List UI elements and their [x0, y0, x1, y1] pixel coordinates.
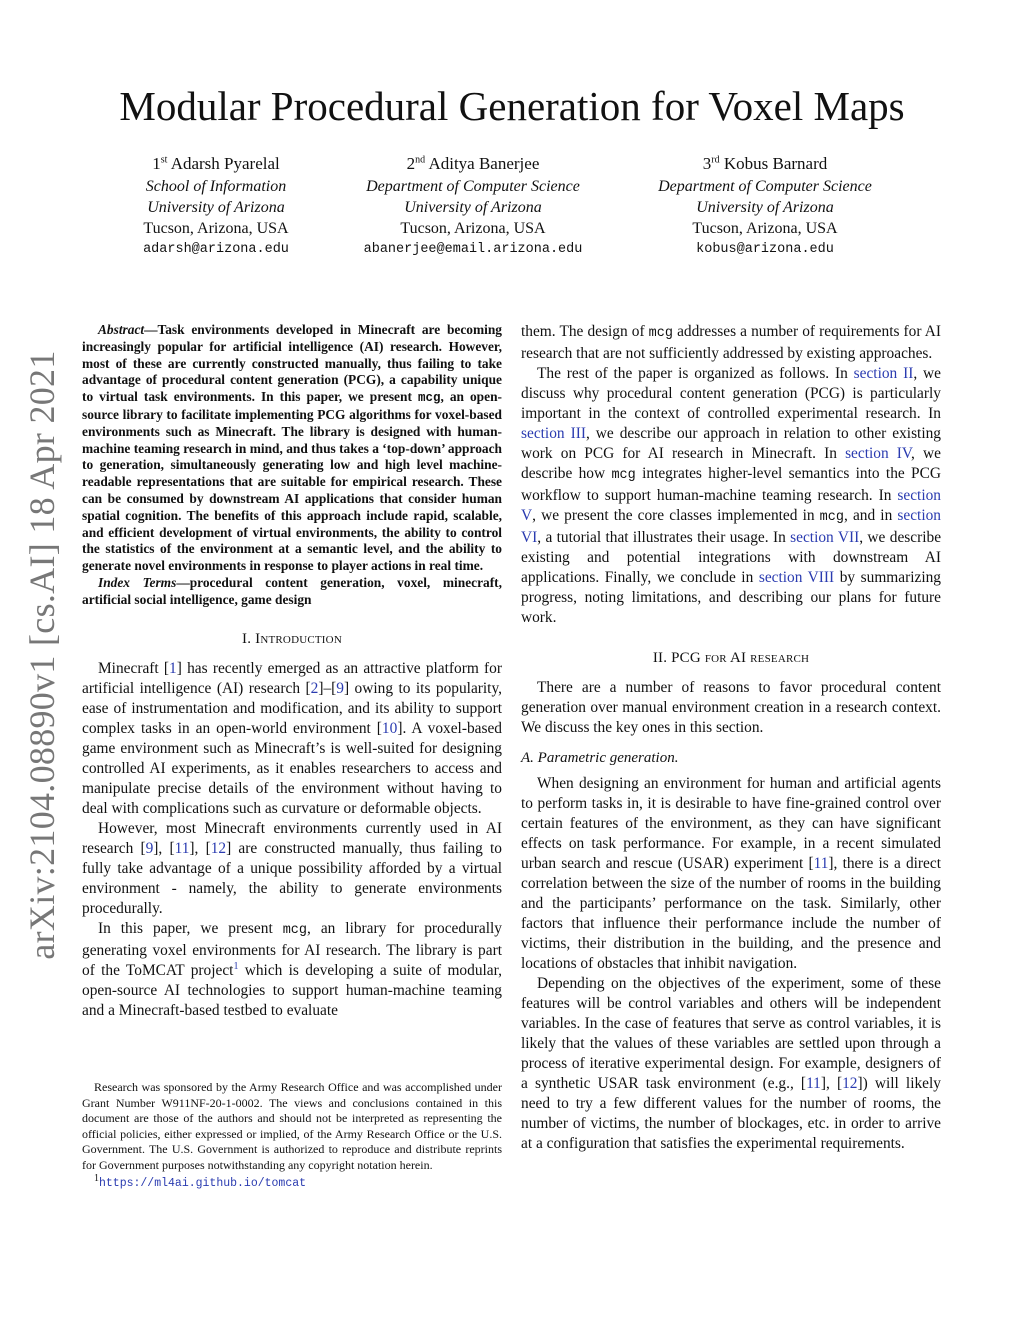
section-link[interactable]: section IV: [845, 445, 912, 462]
author-email[interactable]: adarsh@arizona.edu: [143, 242, 289, 257]
author-location: Tucson, Arizona, USA: [400, 220, 546, 237]
citation-link[interactable]: 11: [806, 1075, 821, 1092]
author-email[interactable]: kobus@arizona.edu: [696, 242, 834, 257]
index-terms: Index Terms—procedural content generation, voxel, minecraft, artificial social intelligence, game design: [82, 574, 502, 607]
citation-link[interactable]: 2: [310, 679, 319, 697]
author-univ: University of Arizona: [696, 199, 834, 216]
author-2: [343, 152, 603, 260]
citation-link[interactable]: 1: [169, 659, 177, 677]
code-mcg: mcg: [611, 468, 636, 483]
paragraph: The rest of the paper is organized as follows. In section II, we discuss why procedural content generation (PCG) is particularly important in the context of controlled experimental research. In section III, we describe our approach in relation to other existing work on PCG for AI research in Minecraft. In section IV, we describe how mcg integrates higher-level semantics into the PCG workflow to support human-machine teaming research. In section V, we present the core classes implemented in mcg, and in section VI, a tutorial that illustrates their usage. In section VII, we describe existing and potential integrations with downstream AI applications. Finally, we conclude in section VIII by summarizing progress, noting limitations, and describing our plans for future work.: [521, 365, 942, 626]
section-link[interactable]: section II: [853, 365, 914, 382]
author-ordinal-suffix: rd: [711, 154, 720, 166]
author-univ: University of Arizona: [404, 199, 542, 216]
author-univ: University of Arizona: [147, 199, 285, 216]
code-mcg: mcg: [648, 326, 673, 341]
paragraph: Minecraft [1] has recently emerged as an attractive platform for artificial intelligence (AI) research [2]–[9] owing to its popularity, ease of instrumentation and modification, and its ability to support complex tasks in an open-world environment [10]. A voxel-based game environment such as Minecraft’s is well-suited for designing controlled AI experiments, as it enables researchers to access and manipulate precise details of the environment without having to deal with complications such as curvature or deformable objects.: [82, 659, 502, 817]
abstract-label: Abstract: [98, 322, 145, 337]
code-mcg: mcg: [819, 510, 844, 525]
author-ordinal: 2: [406, 154, 416, 173]
funding-footnote: Research was sponsored by the Army Research Office and was accomplished under Grant Number W911NF-20-1-0002. The views and conclusions contained in this document are those of the authors and should not be interpreted as representing the official policies, either expressed or implied, of the Army Research Office or the U.S. Government. The U.S. Government is authorized to reproduce and distribute reprints for Government purposes notwithstanding any copyright notation herein.: [82, 1080, 502, 1172]
author-name: Kobus Barnard: [723, 154, 828, 173]
citation-link[interactable]: 12: [210, 839, 227, 857]
footnotes: [82, 1080, 502, 1191]
author-location: Tucson, Arizona, USA: [143, 220, 289, 237]
author-ordinal-suffix: nd: [415, 154, 426, 166]
citation-link[interactable]: 11: [813, 855, 829, 872]
author-dept: School of Information: [145, 178, 287, 195]
right-column: [521, 322, 941, 1154]
section-heading-pcg: II. PCG for AI research: [652, 650, 810, 666]
author-ordinal-suffix: st: [160, 154, 168, 166]
citation-link[interactable]: 11: [174, 839, 190, 857]
citation-link[interactable]: 9: [145, 839, 154, 857]
author-3: [635, 152, 895, 260]
section-heading-introduction: I. Introduction: [242, 630, 342, 647]
footnote-marker: 1: [94, 1172, 99, 1184]
author-ordinal: 3: [702, 154, 712, 173]
index-terms-label: Index Terms: [98, 574, 177, 590]
subsection-heading: A. Parametric generation.: [521, 750, 679, 766]
citation-link[interactable]: 10: [381, 719, 398, 737]
arxiv-stamp: [0, 0, 80, 1325]
paragraph: There are a number of reasons to favor procedural content generation over manual environment creation in a research context. We discuss the key ones in this section.: [521, 679, 941, 736]
paragraph: Depending on the objectives of the experiment, some of these features will be control variables and others will be independent variables. In the case of features that serve as control variables, it is likely that the values of these variables are settled upon through a process of iterative experimental design. For example, designers of a synthetic USAR task environment (e.g., [11], [12]) will likely need to try a few different values for the number of rooms, the number of victims, the number of blockages, etc. in order to arrive at a configuration that satisfies the experimental requirements.: [521, 975, 941, 1152]
code-mcg: mcg: [417, 391, 441, 406]
author-1: [86, 152, 346, 260]
paragraph: them. The design of mcg addresses a number of requirements for AI research that are not sufficiently addressed by existing approaches.: [521, 323, 941, 362]
paragraph: However, most Minecraft environments currently used in AI research [9], [11], [12] are constructed manually, thus failing to fully take advantage of a unique possibility afforded by a virtual environment - namely, the ability to generate environments procedurally.: [82, 819, 502, 917]
left-column: [82, 322, 502, 1021]
citation-link[interactable]: 9: [336, 679, 344, 697]
section-link[interactable]: section VI: [521, 507, 941, 546]
paragraph: When designing an environment for human and artificial agents to perform tasks in, it is desirable to have fine-grained control over certain features of the environment, as they can have significant effects on task performance. For example, in a recent simulated urban search and rescue (USAR) experiment [11], there is a direct correlation between the size of the number of rooms in the building and the participants’ performance on the task. Similarly, other factors that influence their performance include the number of victims, their distribution in the building, and the presence and locations of obstacles that inhibit navigation.: [521, 775, 941, 972]
section-link[interactable]: section VIII: [758, 569, 835, 586]
author-dept: Department of Computer Science: [366, 178, 580, 195]
author-name: Adarsh Pyarelal: [170, 154, 280, 173]
footnote-marker[interactable]: 1: [233, 960, 239, 972]
section-link[interactable]: section VII: [790, 529, 860, 546]
author-name: Aditya Banerjee: [428, 154, 540, 173]
citation-link[interactable]: 12: [842, 1075, 858, 1092]
abstract: Abstract—Task environments developed in Minecraft are becoming increasingly popular for artificial intelligence (AI) research. However, most of these are currently constructed manually, thus failing to take advantage of procedural content generation (PCG), a capability unique to virtual task environments. In this paper, we present mcg, an open-source library to facilitate implementing PCG algorithms for voxel-based environments such as Minecraft. The library is designed with human-machine teaming research in mind, and thus takes a ‘top-down’ approach to generation, simultaneously generating low and high level machine-readable representations that are suitable for empirical research. These can be consumed by downstream AI applications that consider human spatial cognition. The benefits of this approach include rapid, scalable, and efficient development of virtual environments, the ability to control the statistics of the environment at a semantic level, and the ability to generate novel environments in response to player actions in real time.: [82, 322, 502, 574]
author-location: Tucson, Arizona, USA: [692, 220, 838, 237]
author-dept: Department of Computer Science: [658, 178, 872, 195]
code-mcg: mcg: [282, 922, 307, 938]
footnote-url[interactable]: https://ml4ai.github.io/tomcat: [99, 1176, 307, 1190]
arxiv-id: arXiv:2104.08890v1 [cs.AI] 18 Apr 2021: [22, 350, 62, 960]
paper-title: Modular Procedural Generation for Voxel Maps: [119, 83, 905, 129]
author-email[interactable]: abanerjee@email.arizona.edu: [363, 242, 583, 257]
footnote-1: [82, 1172, 502, 1192]
section-link[interactable]: section V: [521, 487, 941, 524]
paragraph: In this paper, we present mcg, an library for procedurally generating voxel environments for AI research. The library is part of the ToMCAT project$^1$ which is developing a suite of modular, open-source AI technologies to support human-machine teaming and a Minecraft-based testbed to evaluate: [82, 919, 502, 1019]
author-ordinal: 1: [152, 154, 161, 173]
section-link[interactable]: section III: [521, 425, 586, 442]
